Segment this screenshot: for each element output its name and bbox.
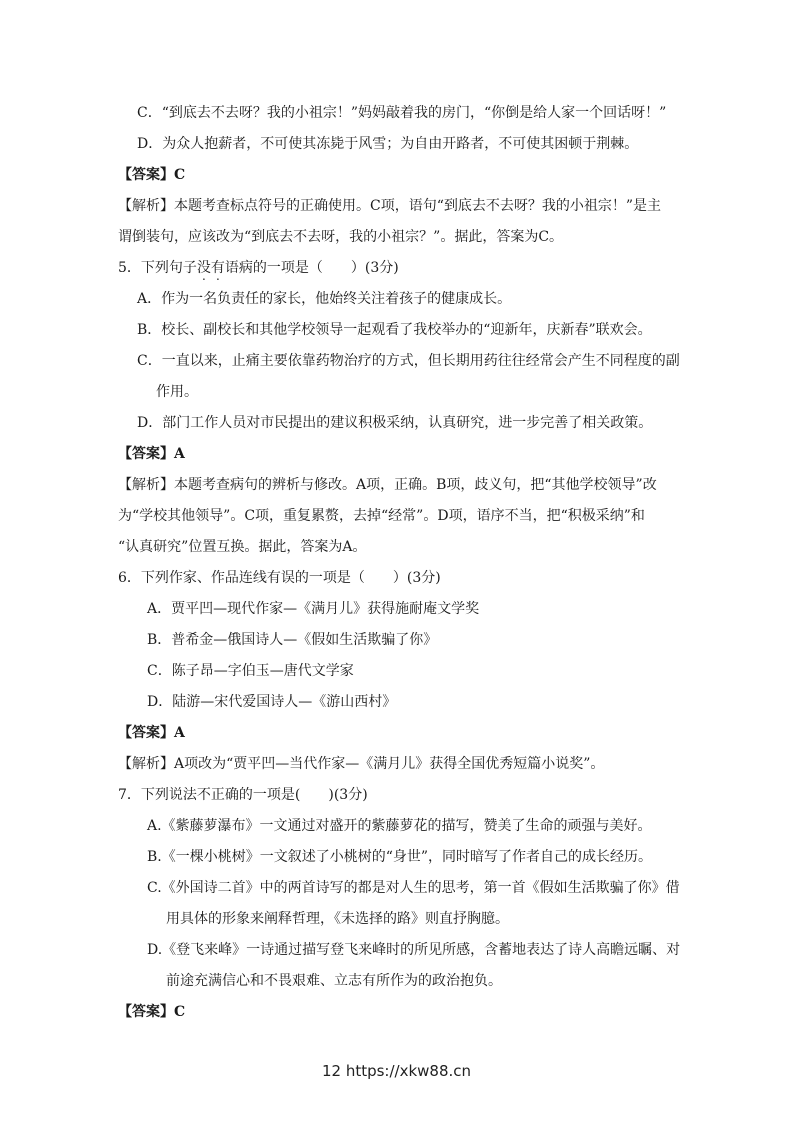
- analysis-q4-line1: 【解析】本题考查标点符号的正确使用。C项，语句“到底去不去呀？我的小祖宗！”是主: [118, 198, 662, 214]
- option-d-q7-line1: D.《登飞来峰》一诗通过描写登飞来峰时的所见所感，含蓄地表达了诗人高瞻远瞩、对: [147, 942, 681, 958]
- answer-q6: 【答案】A: [118, 725, 185, 741]
- page-footer: 12 https://xkw88.cn: [321, 1062, 472, 1080]
- option-c-q6: C．陈子昂—字伯玉—唐代文学家: [147, 663, 354, 679]
- analysis-q5-line1: 【解析】本题考查病句的辨析与修改。A项，正确。B项，歧义句，把“其他学校领导”改: [118, 477, 657, 493]
- option-b-q7: B.《一棵小桃树》一文叙述了小桃树的“身世”，同时暗写了作者自己的成长经历。: [147, 849, 653, 865]
- option-c-q7-line2: 用具体的形象来阐释哲理，《未选择的路》则直抒胸臆。: [166, 911, 509, 927]
- option-d-q6: D．陆游—宋代爱国诗人—《游山西村》: [147, 694, 397, 710]
- analysis-q6: 【解析】A项改为“贾平凹—当代作家—《满月儿》获得全国优秀短篇小说奖”。: [118, 756, 605, 772]
- analysis-q5-line3: “认真研究”位置互换。据此，答案为A。: [118, 539, 367, 555]
- answer-q4: 【答案】C: [118, 167, 186, 183]
- option-d-q5: D．部门工作人员对市民提出的建议积极采纳，认真研究，进一步完善了相关政策。: [137, 415, 653, 431]
- analysis-q5-line2: 为“学校其他领导”。C项，重复累赘，去掉“经常”。D项，语序不当，把“积极采纳”和: [118, 508, 645, 524]
- option-a-q7: A.《紫藤萝瀑布》一文通过对盛开的紫藤萝花的描写，赞美了生命的顽强与美好。: [147, 818, 652, 834]
- option-b-q6: B．普希金—俄国诗人—《假如生活欺骗了你》: [147, 632, 438, 648]
- option-c-q4: C．“到底去不去呀？我的小祖宗！”妈妈敲着我的房门，“你倒是给人家一个回话呀！”: [137, 105, 667, 121]
- question-6: 6．下列作家、作品连线有误的一项是（ ）(3分): [118, 570, 441, 586]
- question-7: 7．下列说法不正确的一项是( )(3分): [118, 787, 368, 803]
- option-c-q5-line2: 作用。: [156, 384, 198, 400]
- option-c-q5-line1: C．一直以来，止痛主要依靠药物治疗的方式，但长期用药往往经常会产生不同程度的副: [137, 353, 680, 369]
- option-b-q5: B．校长、副校长和其他学校领导一起观看了我校举办的“迎新年，庆新春”联欢会。: [137, 322, 652, 338]
- answer-q5: 【答案】A: [118, 446, 185, 462]
- option-d-q4: D．为众人抱薪者，不可使其冻毙于风雪；为自由开路者，不可使其困顿于荆棘。: [137, 136, 639, 152]
- analysis-q4-line2: 谓倒装句，应该改为“到底去不去呀，我的小祖宗？”。据此，答案为C。: [118, 229, 564, 245]
- answer-q7: 【答案】C: [118, 1004, 186, 1020]
- option-c-q7-line1: C.《外国诗二首》中的两首诗写的都是对人生的思考，第一首《假如生活欺骗了你》借: [147, 880, 680, 896]
- option-d-q7-line2: 前途充满信心和不畏艰难、立志有所作为的政治抱负。: [166, 973, 502, 989]
- option-a-q5: A．作为一名负责任的家长，他始终关注着孩子的健康成长。: [137, 291, 512, 307]
- question-5: 5．下列句子没有语病的一项是（ ）(3分): [118, 260, 399, 276]
- option-a-q6: A．贾平凹—现代作家—《满月儿》获得施耐庵文学奖: [147, 601, 480, 617]
